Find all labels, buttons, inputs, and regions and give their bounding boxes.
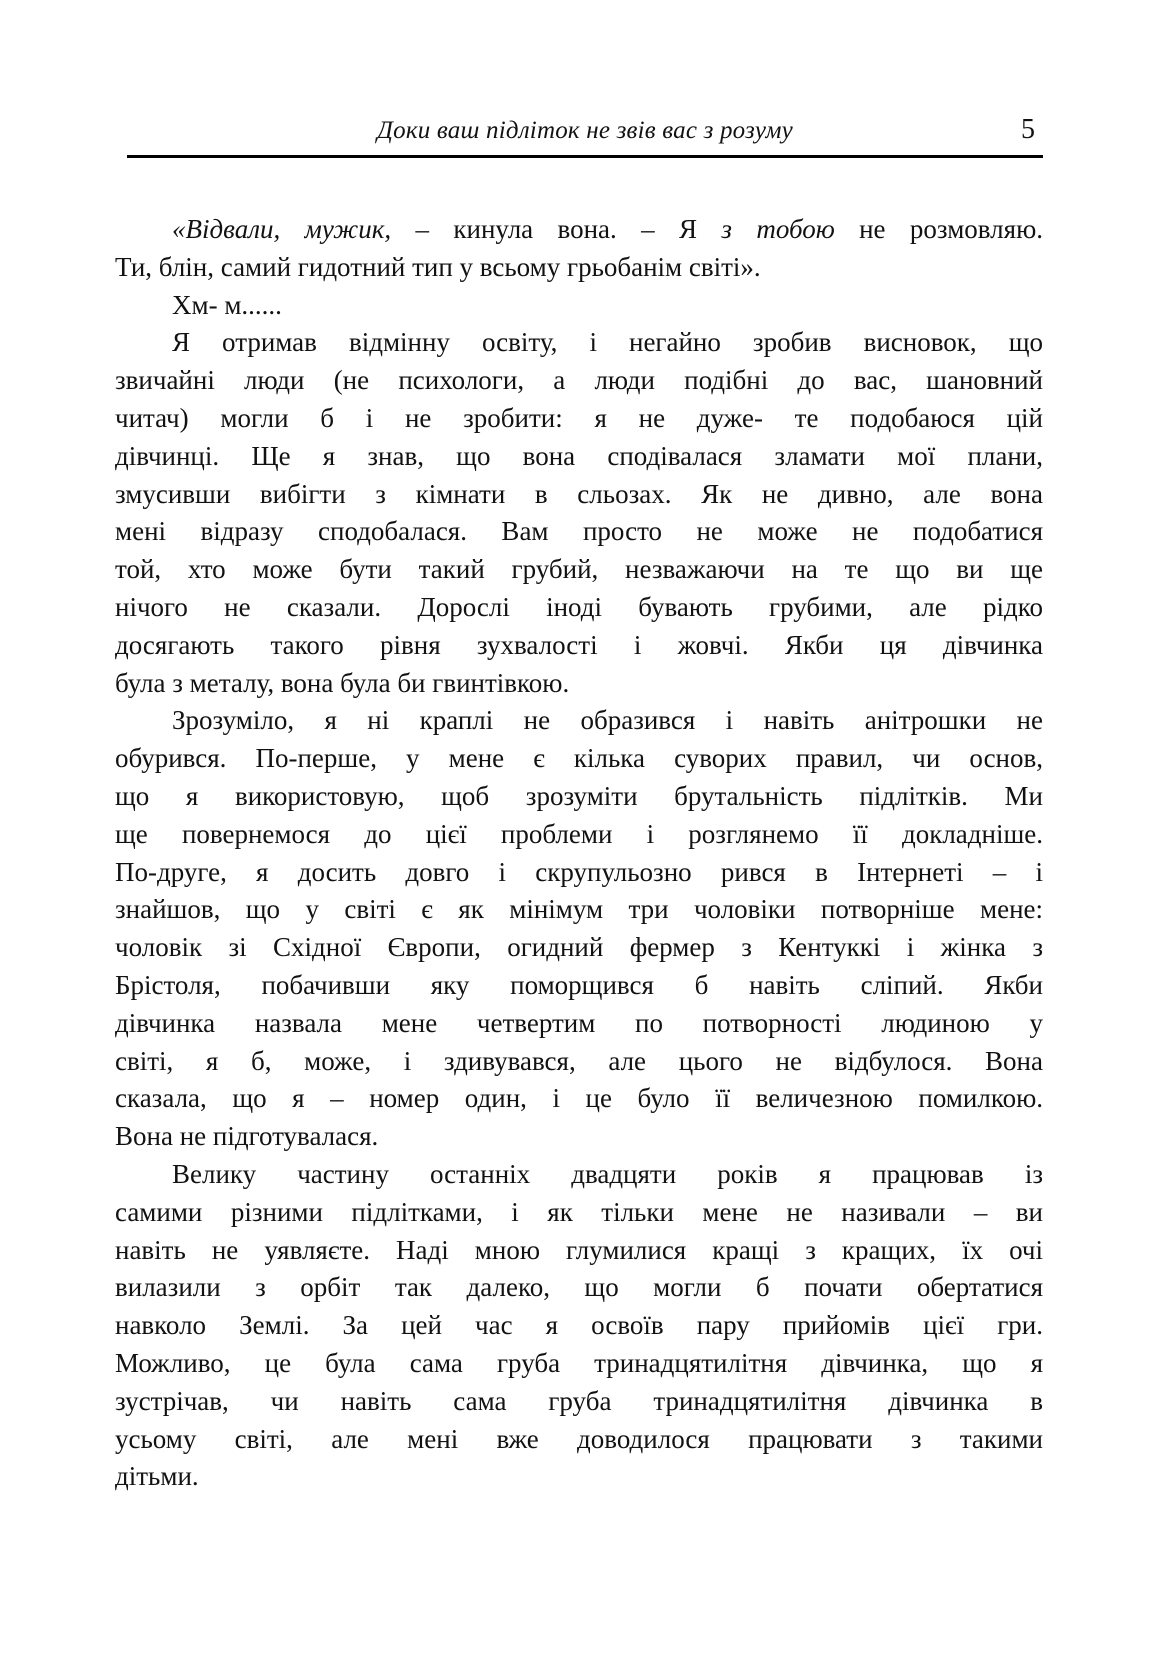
text-line [115, 1307, 1043, 1345]
paragraph [115, 287, 1043, 325]
text-line [115, 929, 1043, 967]
text-line [115, 854, 1043, 892]
text-line [115, 702, 1043, 740]
header-rule [127, 155, 1043, 158]
text-run: обурився. По-перше, у мене є кілька суворих правил, чи основ, [115, 743, 1043, 774]
text-line [115, 1005, 1043, 1043]
text-run: навіть не уявляєте. Наді мною глумилися кращі з кращих, їх очі [115, 1234, 1043, 1265]
text-line [115, 1043, 1043, 1081]
text-line [115, 740, 1043, 778]
text-run: звичайні люди (не психологи, а люди подібні до вас, шановний [115, 365, 1043, 396]
text-line [115, 1383, 1043, 1421]
text-line [115, 967, 1043, 1005]
page-number: 5 [1021, 114, 1035, 145]
text-run: змусивши вибігти з кімнати в сльозах. Як не дивно, але вона [115, 478, 1043, 509]
text-run: ще повернемося до цієї проблеми і розглянемо її докладніше. [115, 818, 1043, 849]
text-line [115, 362, 1043, 400]
text-run: що я використовую, щоб зрозуміти брутальність підлітків. Ми [115, 780, 1043, 811]
page-body [115, 211, 1043, 1496]
text-line [115, 816, 1043, 854]
text-line [115, 249, 1043, 287]
text-run: чоловік зі Східної Європи, огидний фермер з Кентуккі і жінка з [115, 932, 1043, 963]
paragraph [115, 1156, 1043, 1496]
text-run: дітьми. [115, 1461, 199, 1492]
text-line [115, 1421, 1043, 1459]
text-run: усьому світі, але мені вже доводилося працювати з такими [115, 1423, 1043, 1454]
paragraph [115, 211, 1043, 287]
text-run: вилазили з орбіт так далеко, що могли б почати обертатися [115, 1272, 1043, 1303]
running-header-title: Доки ваш підліток не звів вас з розуму [377, 117, 793, 144]
text-line [115, 1232, 1043, 1270]
text-run: зустрічав, чи навіть сама груба тринадцятилітня дівчинка в [115, 1385, 1043, 1416]
text-line [115, 551, 1043, 589]
text-run-italic: «Відвали, мужик, [172, 214, 392, 244]
text-line [115, 1080, 1043, 1118]
text-line [115, 513, 1043, 551]
text-run: Вона не підготувалася. [115, 1121, 379, 1152]
text-run: сказала, що я – номер один, і це було її величезною помилкою. [115, 1083, 1043, 1114]
text-run: знайшов, що у світі є як мінімум три чоловіки потворніше мене: [115, 894, 1043, 925]
text-line [115, 589, 1043, 627]
text-run: читач) могли б і не зробити: я не дуже- те подобаюся цій [115, 402, 1043, 433]
text-run: Хм- м...... [172, 289, 282, 320]
paragraph [115, 702, 1043, 1156]
text-run: мені відразу сподобалася. Вам просто не може не подобатися [115, 516, 1043, 547]
text-line [115, 324, 1043, 362]
text-run: той, хто може бути такий грубий, незважаючи на те що ви ще [115, 554, 1043, 585]
text-line [115, 211, 1043, 249]
text-run: Можливо, це була сама груба тринадцятилітня дівчинка, що я [115, 1347, 1043, 1378]
text-run: Ти, блін, самий гидотний тип у всьому грьобанім світі». [115, 251, 761, 282]
text-line [115, 476, 1043, 514]
text-run: По-друге, я досить довго і скрупульозно рився в Інтернеті – і [115, 856, 1043, 887]
text-run: – кинула вона. – Я [391, 214, 722, 244]
text-line [115, 627, 1043, 665]
text-run: світі, я б, може, і здивувався, але цього не відбулося. Вона [115, 1045, 1043, 1076]
text-run: Я отримав відмінну освіту, і негайно зробив висновок, що [172, 327, 1043, 358]
text-run: була з металу, вона була би гвинтівкою. [115, 667, 570, 698]
text-run: самими різними підлітками, і як тільки мене не називали – ви [115, 1196, 1043, 1227]
text-run: досягають такого рівня зухвалості і жовчі. Якби ця дівчинка [115, 629, 1043, 660]
text-run: нічого не сказали. Дорослі іноді бувають грубими, але рідко [115, 591, 1043, 622]
text-line [115, 1458, 1043, 1496]
text-run: дівчинка назвала мене четвертим по потворності людиною у [115, 1007, 1043, 1038]
text-run: дівчинці. Ще я знав, що вона сподівалася зламати мої плани, [115, 440, 1043, 471]
text-run: Зрозуміло, я ні краплі не образився і навіть анітрошки не [172, 705, 1043, 736]
text-run: не розмовляю. [834, 214, 1043, 244]
text-run: навколо Землі. За цей час я освоїв пару прийомів цієї гри. [115, 1310, 1043, 1341]
text-line [115, 891, 1043, 929]
text-run-italic: з тобою [721, 214, 835, 244]
text-run: Брістоля, побачивши яку поморщився б навіть сліпий. Якби [115, 969, 1043, 1000]
text-line [115, 1156, 1043, 1194]
text-line [115, 438, 1043, 476]
running-header [127, 114, 1043, 152]
text-line [115, 665, 1043, 703]
text-run: Велику частину останніх двадцяти років я працював із [172, 1158, 1043, 1189]
text-line [115, 1118, 1043, 1156]
text-line [115, 1269, 1043, 1307]
text-line [115, 287, 1043, 325]
text-line [115, 1194, 1043, 1232]
paragraph [115, 324, 1043, 702]
text-line [115, 1345, 1043, 1383]
text-line [115, 400, 1043, 438]
text-line [115, 778, 1043, 816]
